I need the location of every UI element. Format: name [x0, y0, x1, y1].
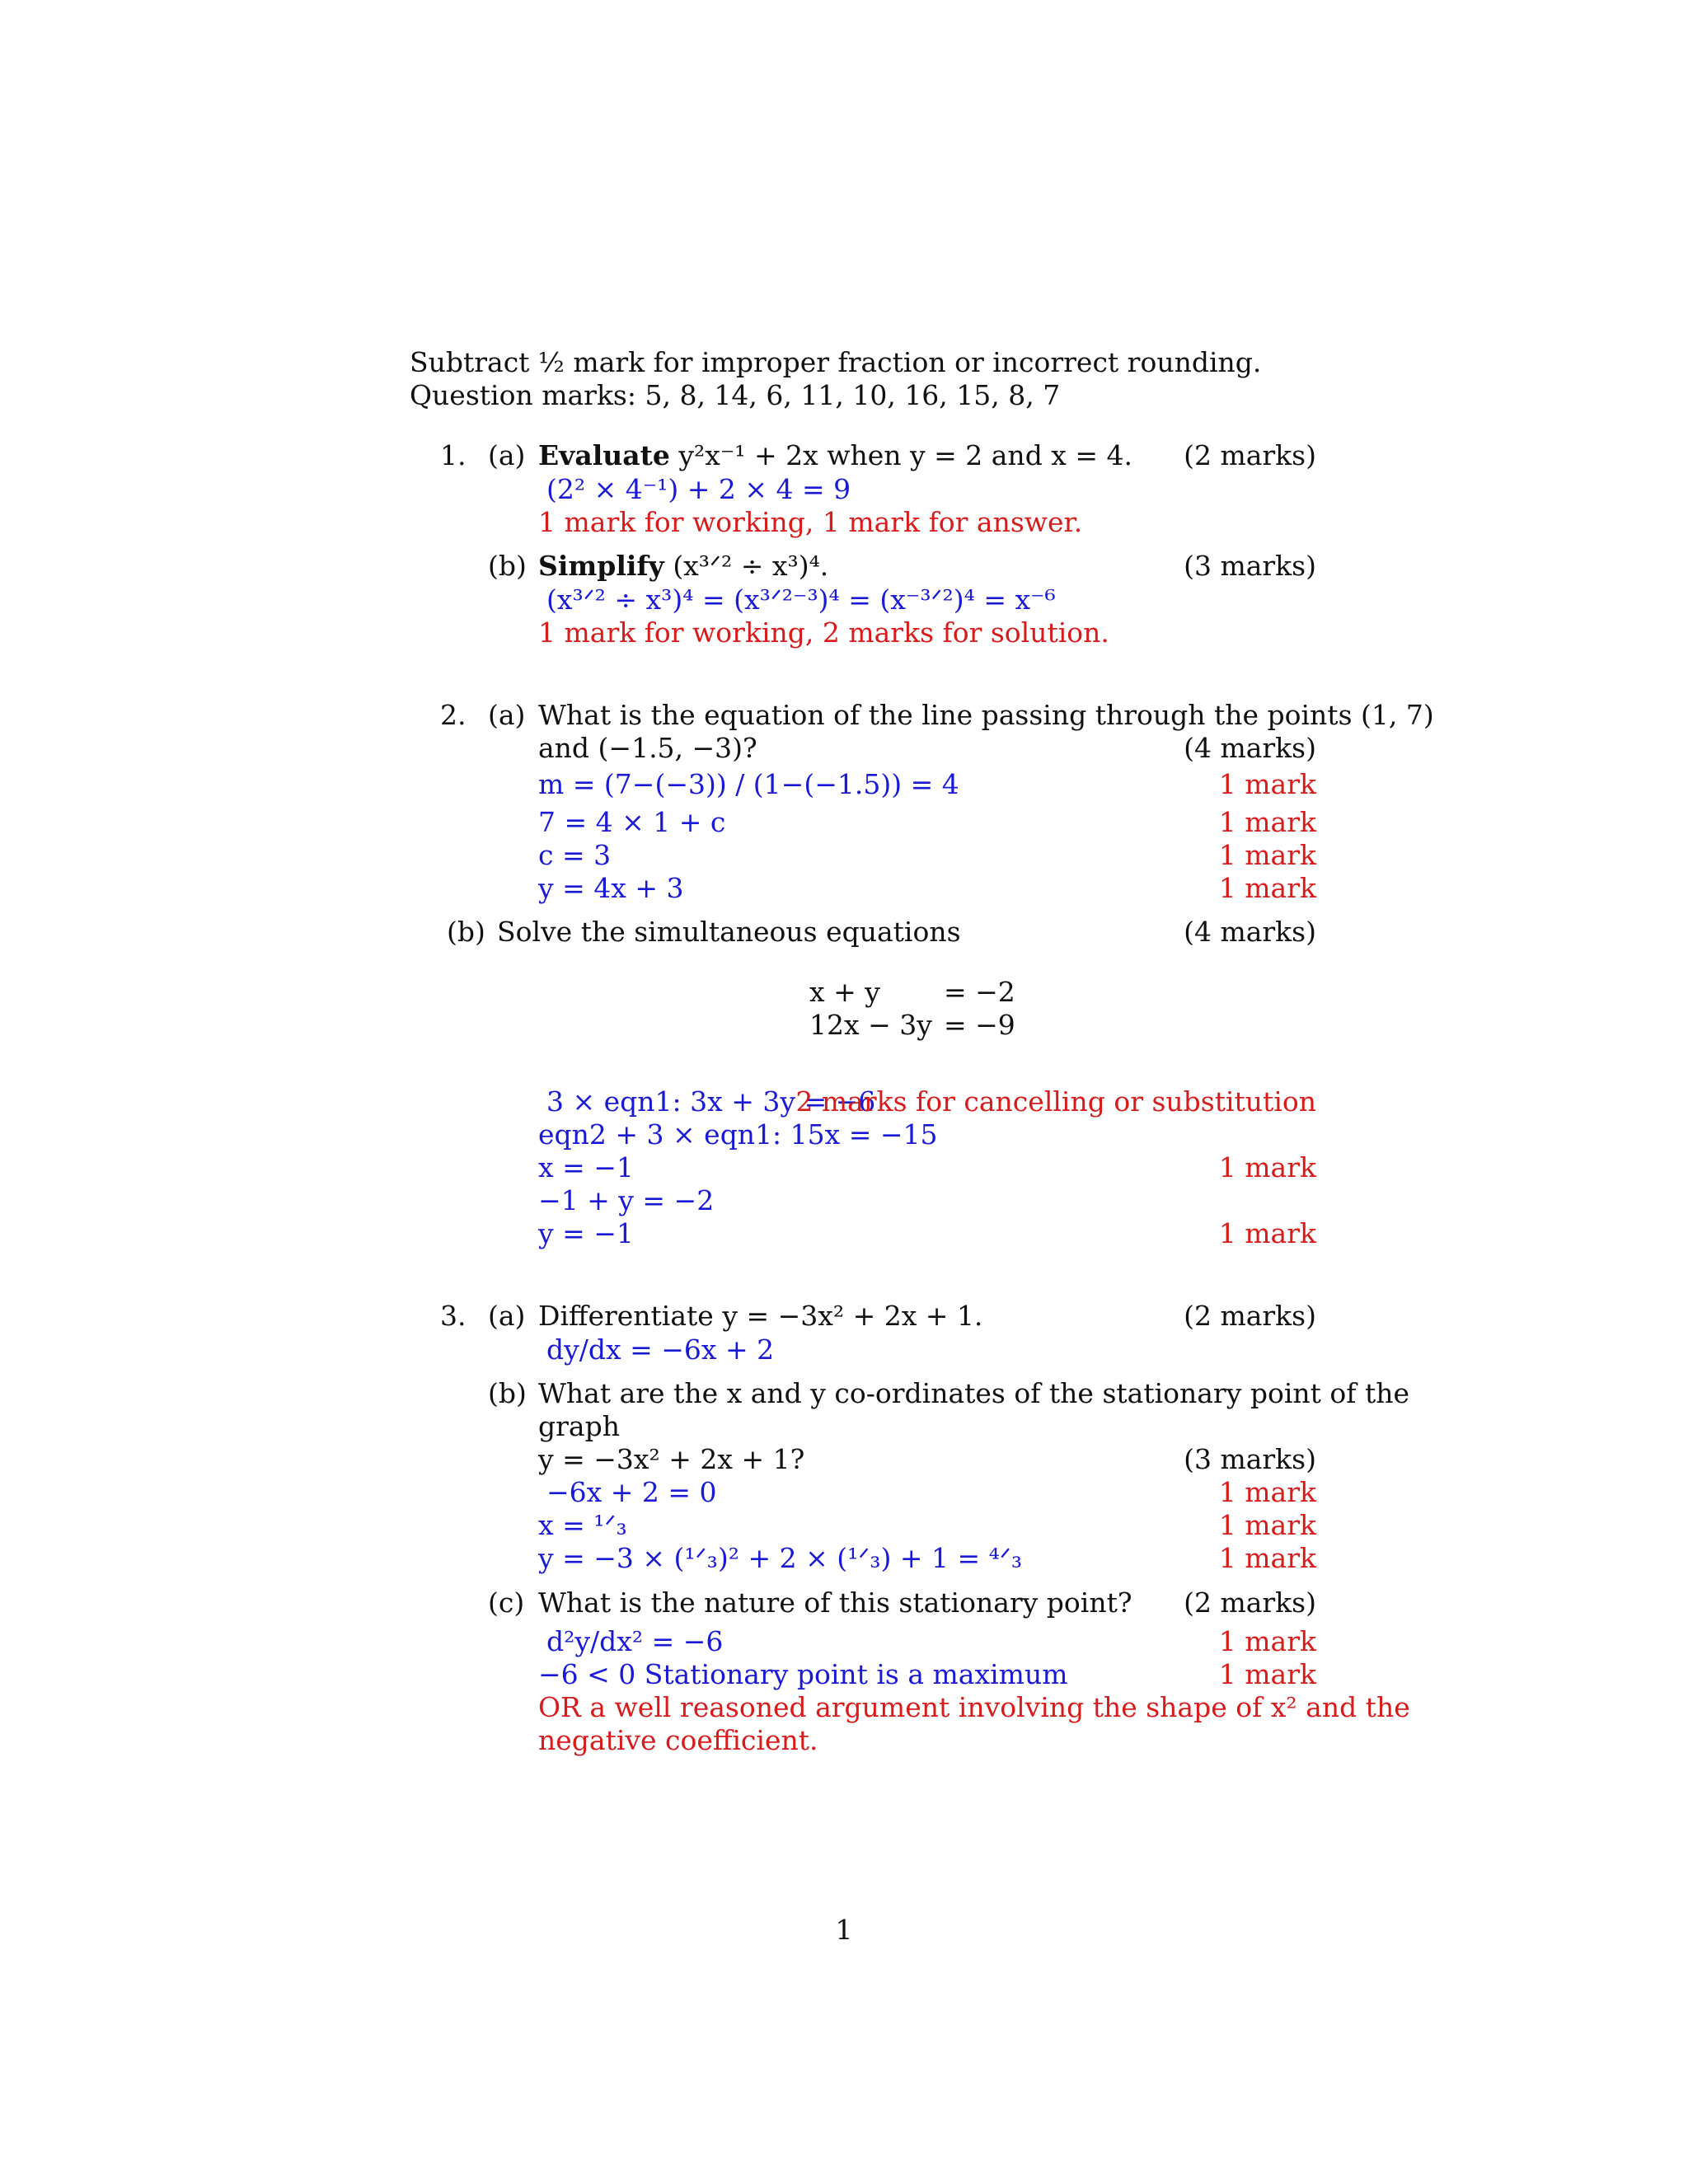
q2a-step-4-mark: 1 mark	[1218, 872, 1316, 904]
q3b-question-line-2: graph	[538, 1410, 620, 1442]
q2a-step-2: 7 = 4 × 1 + c	[538, 806, 726, 838]
q1a-text: y²x⁻¹ + 2x when y = 2 and x = 4.	[678, 439, 1133, 471]
q3c-question: What is the nature of this stationary point?	[538, 1586, 1132, 1619]
q3b-step-2: x = ¹ᐟ₃	[538, 1509, 627, 1541]
q2b-step-3: x = −1	[538, 1151, 634, 1183]
q3a-question: Differentiate y = −3x² + 2x + 1.	[538, 1300, 983, 1332]
q3c-step-1-mark: 1 mark	[1218, 1625, 1316, 1657]
q2a-step-4: y = 4x + 3	[538, 872, 684, 904]
q3b-step-3-mark: 1 mark	[1218, 1542, 1316, 1574]
q1a-solution: (2² × 4⁻¹) + 2 × 4 = 9	[546, 473, 851, 505]
q1b-marks: (3 marks)	[1184, 550, 1316, 582]
q1a-question	[538, 439, 1132, 472]
q3b-question-line-1: What are the x and y co-ordinates of the stationary point of the	[538, 1377, 1409, 1409]
q1b-label: (b)	[488, 550, 527, 582]
q3-number: 3.	[440, 1300, 467, 1332]
q2b-step-1: 3 × eqn1: 3x + 3y = −6	[546, 1085, 876, 1118]
q2b-step-3-mark: 1 mark	[1218, 1151, 1316, 1183]
q2a-step-1: m = (7−(−3)) / (1−(−1.5)) = 4	[538, 768, 959, 800]
q2b-step-2: eqn2 + 3 × eqn1: 15x = −15	[538, 1118, 938, 1151]
q2b-step-1-note: 2 marks for cancelling or substitution	[795, 1085, 1316, 1118]
q2b-step-5: y = −1	[538, 1217, 634, 1249]
q1b-text: (x³ᐟ² ÷ x³)⁴.	[673, 550, 829, 582]
q3b-step-1: −6x + 2 = 0	[546, 1476, 717, 1508]
q3b-step-3: y = −3 × (¹ᐟ₃)² + 2 × (¹ᐟ₃) + 1 = ⁴ᐟ₃	[538, 1542, 1023, 1574]
q2a-marks: (4 marks)	[1184, 732, 1316, 764]
q3a-marks: (2 marks)	[1184, 1300, 1316, 1332]
q3c-marks: (2 marks)	[1184, 1586, 1316, 1619]
q1a-marks: (2 marks)	[1184, 439, 1316, 471]
q2b-equation-1-rhs: = −2	[944, 976, 1015, 1008]
q1a-label: (a)	[488, 439, 526, 471]
q3b-step-1-mark: 1 mark	[1218, 1476, 1316, 1508]
q1b-solution: (x³ᐟ² ÷ x³)⁴ = (x³ᐟ²⁻³)⁴ = (x⁻³ᐟ²)⁴ = x⁻⁶	[546, 583, 1056, 616]
q3c-label: (c)	[488, 1586, 525, 1619]
q3b-step-2-mark: 1 mark	[1218, 1509, 1316, 1541]
q1b-verb: Simplify	[538, 550, 664, 582]
q2b-step-4: −1 + y = −2	[538, 1184, 715, 1216]
q3b-label: (b)	[488, 1377, 527, 1409]
q2a-label: (a)	[488, 699, 526, 731]
q2b-equation-2-rhs: = −9	[944, 1009, 1015, 1041]
q3b-question-line-3: y = −3x² + 2x + 1?	[538, 1443, 805, 1475]
header-line-1: Subtract ½ mark for improper fraction or incorrect rounding.	[410, 346, 1262, 378]
q3c-marking-note-line-2: negative coefficient.	[538, 1724, 818, 1756]
q2a-question-line-1: What is the equation of the line passing through the points (1, 7)	[538, 699, 1434, 731]
q2b-equation-2-lhs: 12x − 3y	[809, 1009, 932, 1041]
q1b-question	[538, 550, 828, 583]
q2b-step-5-mark: 1 mark	[1218, 1217, 1316, 1249]
q2b-question: Solve the simultaneous equations	[497, 916, 961, 948]
q2b-equation-1-lhs: x + y	[809, 976, 880, 1008]
q2b-marks: (4 marks)	[1184, 916, 1316, 948]
q3c-marking-note-line-1: OR a well reasoned argument involving the shape of x² and the	[538, 1691, 1410, 1723]
page-number: 1	[835, 1914, 853, 1946]
q1a-marking-note: 1 mark for working, 1 mark for answer.	[538, 506, 1083, 538]
q3b-marks: (3 marks)	[1184, 1443, 1316, 1475]
q3c-step-2: −6 < 0 Stationary point is a maximum	[538, 1658, 1068, 1690]
q2a-step-3-mark: 1 mark	[1218, 839, 1316, 871]
q2b-label: (b)	[447, 916, 485, 948]
q2a-step-3: c = 3	[538, 839, 612, 871]
q1-number: 1.	[440, 439, 467, 471]
header-line-2: Question marks: 5, 8, 14, 6, 11, 10, 16, 15, 8, 7	[410, 379, 1061, 411]
q3a-label: (a)	[488, 1300, 526, 1332]
q1a-verb: Evaluate	[538, 439, 670, 471]
q2a-step-2-mark: 1 mark	[1218, 806, 1316, 838]
q3c-step-2-mark: 1 mark	[1218, 1658, 1316, 1690]
q3a-solution: dy/dx = −6x + 2	[546, 1333, 775, 1366]
q1b-marking-note: 1 mark for working, 2 marks for solution.	[538, 616, 1109, 649]
q2a-step-1-mark: 1 mark	[1218, 768, 1316, 800]
q2-number: 2.	[440, 699, 467, 731]
q2a-question-line-2: and (−1.5, −3)?	[538, 732, 757, 764]
q3c-step-1: d²y/dx² = −6	[546, 1625, 724, 1657]
